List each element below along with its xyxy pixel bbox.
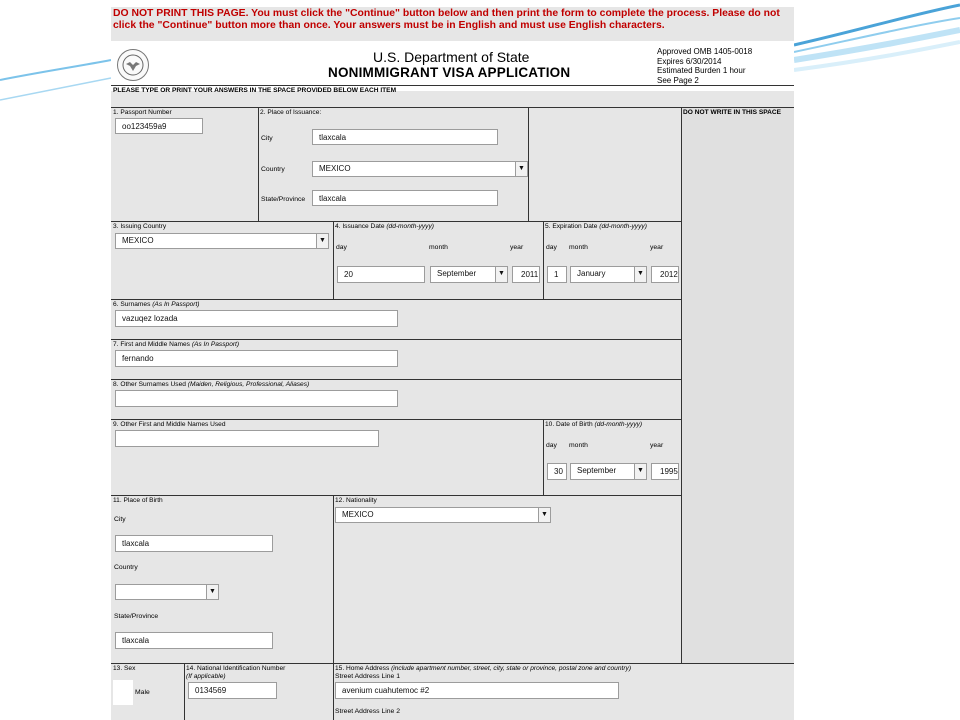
street-line1-label: Street Address Line 1 [335, 673, 400, 680]
issuing-country-label: 3. Issuing Country [113, 223, 167, 230]
form-title: NONIMMIGRANT VISA APPLICATION [328, 65, 571, 80]
nationality-label: 12. Nationality [335, 497, 377, 504]
other-first-names-input[interactable] [115, 430, 379, 447]
issuance-month-select[interactable]: September ▼ [430, 266, 508, 283]
birth-year-label: year [650, 442, 664, 449]
birth-month-label: month [569, 442, 588, 449]
expiration-year-label: year [650, 244, 664, 251]
sex-radio[interactable] [113, 680, 133, 705]
instruction-text: PLEASE TYPE OR PRINT YOUR ANSWERS IN THE SPACE PROVIDED BELOW EACH ITEM [113, 87, 397, 94]
birth-state-input[interactable]: tlaxcala [115, 632, 273, 649]
omb-info: Approved OMB 1405-0018 Expires 6/30/2014 Estimated Burden 1 hour See Page 2 [657, 47, 753, 85]
first-middle-names-input[interactable]: fernando [115, 350, 398, 367]
street-line1-input[interactable]: avenium cuahutemoc #2 [335, 682, 619, 699]
chevron-down-icon[interactable]: ▼ [538, 508, 550, 522]
do-not-write-label: DO NOT WRITE IN THIS SPACE [683, 109, 782, 116]
warning-text: DO NOT PRINT THIS PAGE. You must click the "Continue" button below and then print the form to complete the process. Please do not click the "Continue" button more than once. Your answers must be in English and must use English characters. [113, 8, 780, 31]
birth-day-label: day [546, 442, 557, 449]
eagle-seal-icon [117, 49, 149, 81]
surnames-label: 6. Surnames (As In Passport) [113, 301, 200, 308]
date-of-birth-label: 10. Date of Birth (dd-month-yyyy) [545, 421, 643, 428]
expiration-day-label: day [546, 244, 557, 251]
issuance-city-input[interactable]: tlaxcala [312, 129, 498, 145]
issuance-day-input[interactable]: 20 [337, 266, 425, 283]
issuance-month-label: month [429, 244, 448, 251]
birth-country-label: Country [114, 564, 138, 571]
expiration-date-label: 5. Expiration Date (dd-month-yyyy) [545, 223, 647, 230]
issuance-date-label: 4. Issuance Date (dd-month-yyyy) [335, 223, 434, 230]
chevron-down-icon[interactable]: ▼ [316, 234, 328, 248]
chevron-down-icon[interactable]: ▼ [634, 464, 646, 479]
issuing-country-select[interactable]: MEXICO ▼ [115, 233, 329, 249]
birth-country-select[interactable] [115, 584, 219, 600]
place-of-birth-label: 11. Place of Birth [113, 497, 163, 504]
birth-city-input[interactable]: tlaxcala [115, 535, 273, 552]
other-first-names-label: 9. Other First and Middle Names Used [113, 421, 226, 428]
expiration-year-input[interactable]: 2012 [651, 266, 679, 283]
expiration-month-select[interactable]: January ▼ [570, 266, 647, 283]
national-id-input[interactable]: 0134569 [188, 682, 277, 699]
birth-month-select[interactable]: September ▼ [570, 463, 647, 480]
birth-city-label: City [114, 516, 126, 523]
place-of-issuance-label: 2. Place of Issuance: [260, 109, 322, 116]
issuance-state-input[interactable]: tlaxcala [312, 190, 498, 206]
expiration-day-input[interactable]: 1 [547, 266, 567, 283]
street-line2-label: Street Address Line 2 [335, 708, 400, 715]
issuance-year-label: year [510, 244, 524, 251]
national-id-label: 14. National Identification Number (If applicable) [186, 665, 286, 680]
chevron-down-icon[interactable]: ▼ [634, 267, 646, 282]
dept-name: U.S. Department of State [373, 49, 530, 65]
issuance-country-label: Country [261, 166, 285, 173]
birth-state-label: State/Province [114, 613, 159, 620]
issuance-country-select[interactable]: MEXICO ▼ [312, 161, 528, 177]
chevron-down-icon[interactable]: ▼ [495, 267, 507, 282]
surnames-input[interactable]: vazuqez lozada [115, 310, 398, 327]
other-surnames-input[interactable] [115, 390, 398, 407]
sex-label: 13. Sex [113, 665, 136, 672]
issuance-year-input[interactable]: 2011 [512, 266, 540, 283]
issuance-state-label: State/Province [261, 196, 306, 203]
birth-year-input[interactable]: 1995 [651, 463, 679, 480]
birth-day-input[interactable]: 30 [547, 463, 567, 480]
nationality-select[interactable]: MEXICO ▼ [335, 507, 551, 523]
expiration-month-label: month [569, 244, 588, 251]
home-address-label: 15. Home Address (include apartment number, street, city, state or province, postal zone and country) [335, 665, 632, 672]
issuance-city-label: City [261, 135, 273, 142]
male-label: Male [135, 689, 150, 696]
chevron-down-icon[interactable]: ▼ [515, 162, 527, 176]
other-surnames-label: 8. Other Surnames Used (Maiden, Religious, Professional, Aliases) [113, 381, 310, 388]
first-middle-names-label: 7. First and Middle Names (As In Passport) [113, 341, 240, 348]
visa-form [111, 7, 794, 720]
chevron-down-icon[interactable]: ▼ [206, 585, 218, 599]
passport-number-input[interactable]: oo123459a9 [115, 118, 203, 134]
passport-number-label: 1. Passport Number [113, 109, 172, 116]
issuance-day-label: day [336, 244, 347, 251]
